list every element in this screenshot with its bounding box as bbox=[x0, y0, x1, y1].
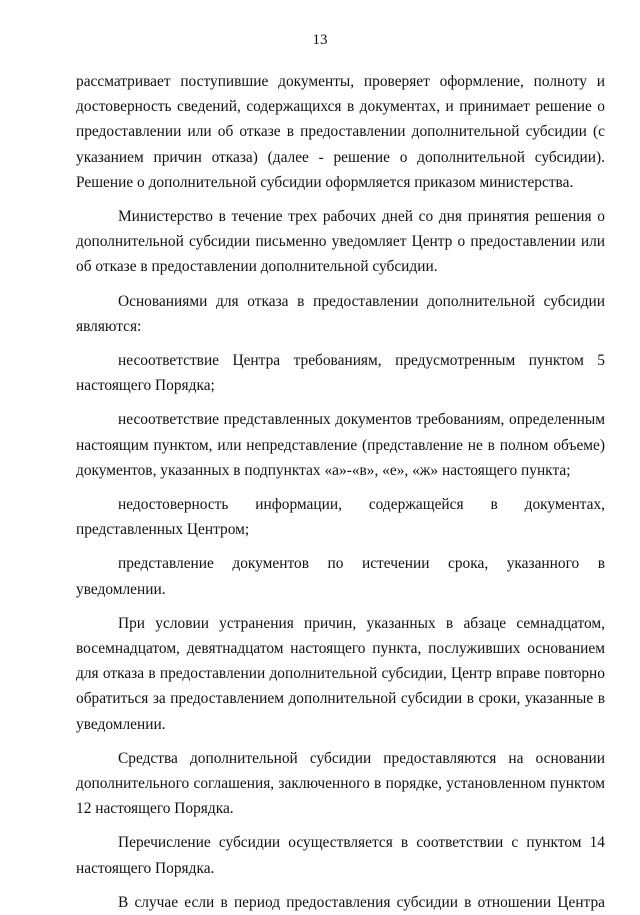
paragraph-ground-late-submission: представление документов по истечении срока, указанного в уведомлении. bbox=[76, 555, 605, 598]
paragraph-review-documents: рассматривает поступившие документы, проверяет оформление, полноту и достоверность сведений, содержащихся в документах, и принимает решение о предоставлении или об отказе в предоставлении дополнительной субсидии (с указанием причин отказа) (далее - решение о дополнительной субсидии). Решение о дополнительной субсидии оформляется приказом министерства. bbox=[76, 73, 605, 191]
document-body bbox=[76, 69, 605, 915]
paragraph-in-case: В случае если в период предоставления субсидии в отношении Центра bbox=[118, 893, 605, 911]
page-number: 13 bbox=[312, 32, 328, 48]
paragraph-refusal-grounds: Основаниями для отказа в предоставлении дополнительной субсидии являются: bbox=[76, 292, 605, 335]
paragraph-ground-unreliable-info: недостоверность информации, содержащейся в документах, представленных Центром; bbox=[76, 496, 605, 539]
paragraph-supplementary-agreement: Средства дополнительной субсидии предоставляются на основании дополнительного соглашения, заключенного в порядке, установленном пунктом 12 настоящего Порядка. bbox=[76, 749, 605, 818]
paragraph-ground-center-mismatch: несоответствие Центра требованиям, предусмотренным пунктом 5 настоящего Порядка; bbox=[76, 352, 605, 395]
paragraph-transfer: Перечисление субсидии осуществляется в соответствии с пунктом 14 настоящего Порядка. bbox=[76, 834, 605, 877]
paragraph-notification: Министерство в течение трех рабочих дней со дня принятия решения о дополнительной субсидии письменно уведомляет Центр о предоставлении или об отказе в предоставлении дополнительной субсидии. bbox=[76, 208, 605, 276]
paragraph-ground-documents-mismatch: несоответствие представленных документов требованиям, определенным настоящим пунктом, или непредставление (представление не в полном объеме) документов, указанных в подпунктах «а»-«в», «е», «ж» настоящего пункта; bbox=[76, 411, 605, 479]
paragraph-reapplication: При условии устранения причин, указанных в абзаце семнадцатом, восемнадцатом, девятнадцатом настоящего пункта, послуживших основанием для отказа в предоставлении дополнительной субсидии, Центр вправе повторно обратиться за предоставлением дополнительной субсидии в сроки, указанные в уведомлении. bbox=[76, 614, 605, 733]
